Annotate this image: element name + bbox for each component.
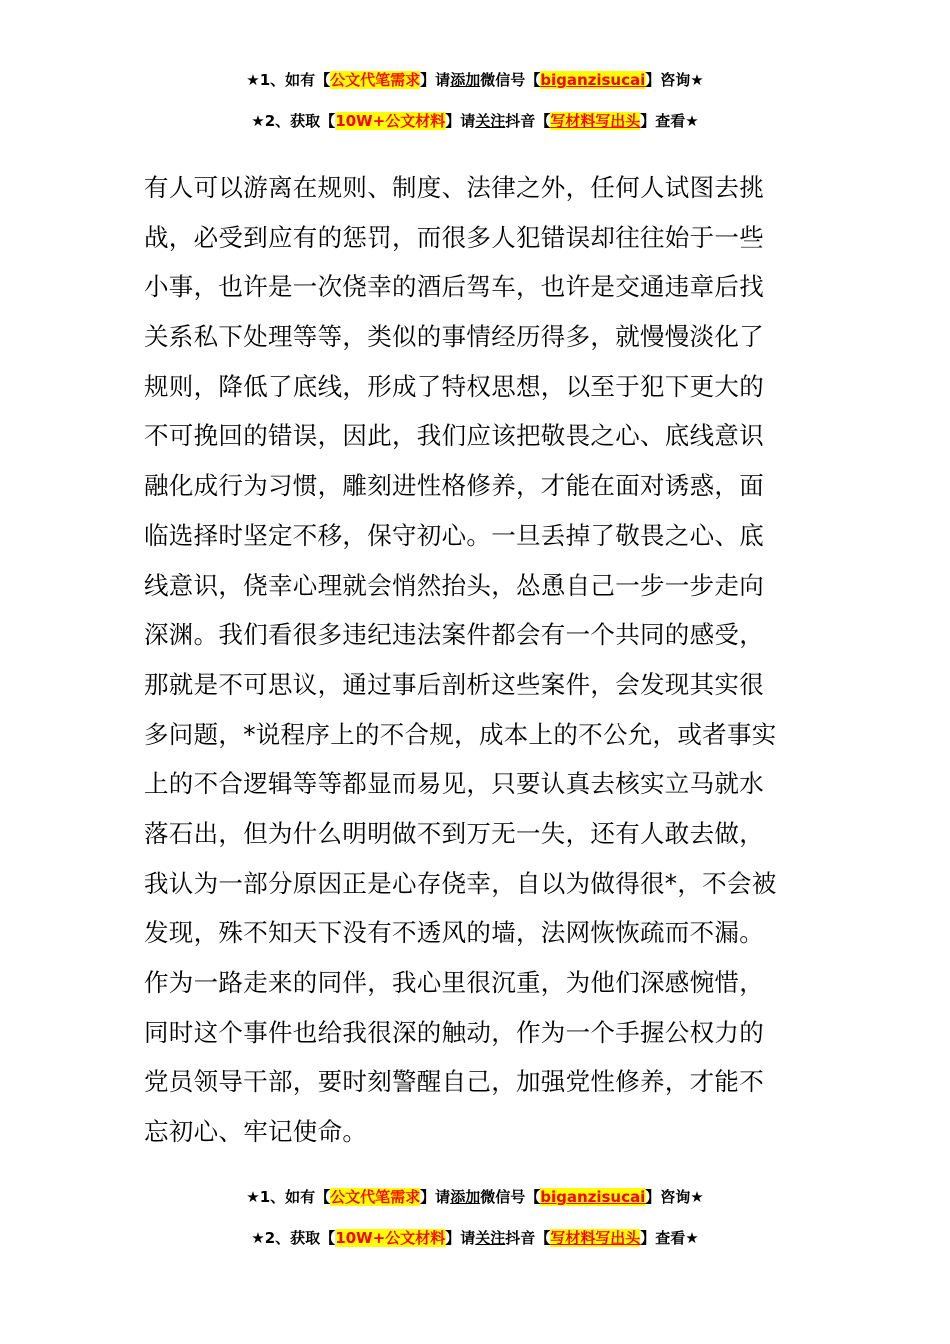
body-line: 有人可以游离在规则、制度、法律之外，任何人试图去挑 — [144, 173, 764, 202]
body-line: 战，必受到应有的惩罚，而很多人犯错误却往往始于一些 — [144, 222, 764, 252]
body-line: 落石出，但为什么明明做不到万无一失，还有人敢去做， — [144, 818, 764, 848]
body-line: 不可挽回的错误，因此，我们应该把敬畏之心、底线意识 — [144, 421, 764, 451]
body-line: 小事，也许是一次侥幸的酒后驾车，也许是交通违章后找 — [144, 272, 764, 302]
footer-line2-mid1: 】请 — [445, 1229, 476, 1247]
footer-line1-prefix: ★1、如有【 — [246, 1188, 331, 1206]
header-line2-highlight-douyin: 写材料写出头 — [550, 112, 641, 130]
header-line1-prefix: ★1、如有【 — [246, 71, 331, 89]
header-line2-mid2: 抖音【 — [505, 112, 551, 130]
body-line: 党员领导干部，要时刻警醒自己，加强党性修养，才能不 — [144, 1067, 764, 1097]
body-paragraph — [144, 163, 809, 1157]
body-line: 发现，殊不知天下没有不透风的墙，法网恢恢疏而不漏。 — [144, 918, 764, 948]
body-line: 多问题，*说程序上的不合规，成本上的不公允，或者事实 — [144, 719, 777, 749]
footer-line2-emphasis: 关注 — [475, 1229, 506, 1247]
body-line: 作为一路走来的同伴，我心里很沉重，为他们深感惋惜， — [144, 968, 764, 997]
header-line1-emphasis: 添加 — [450, 71, 481, 89]
footer-line1-highlight-service: 公文代笔需求 — [330, 1188, 421, 1206]
header-line1-highlight-service: 公文代笔需求 — [330, 71, 421, 89]
body-line: 临选择时坚定不移，保守初心。一旦丢掉了敬畏之心、底 — [144, 520, 764, 550]
body-line: 关系私下处理等等，类似的事情经历得多，就慢慢淡化了 — [144, 322, 764, 352]
footer-ad-line-1 — [0, 1186, 950, 1208]
footer-line2-prefix: ★2、获取【 — [251, 1229, 336, 1247]
body-line: 线意识，侥幸心理就会悄然抬头，怂恿自己一步一步走向 — [144, 570, 764, 600]
header-line2-emphasis: 关注 — [475, 112, 506, 130]
footer-line1-mid1: 】请 — [420, 1188, 451, 1206]
header-line1-highlight-wechat-id: biganzisucai — [540, 71, 646, 89]
footer-line2-mid2: 抖音【 — [505, 1229, 551, 1247]
header-line2-highlight-materials: 10W+公文材料 — [335, 112, 446, 130]
header-line1-mid1: 】请 — [420, 71, 451, 89]
footer-ad-line-2 — [0, 1227, 950, 1249]
body-line: 同时这个事件也给我很深的触动，作为一个手握公权力的 — [144, 1017, 764, 1047]
body-line: 忘初心、牢记使命。 — [144, 1117, 368, 1147]
body-line: 那就是不可思议，通过事后剖析这些案件，会发现其实很 — [144, 669, 764, 699]
body-line: 深渊。我们看很多违纪违法案件都会有一个共同的感受， — [144, 620, 764, 650]
header-ad-line-2 — [0, 110, 950, 132]
header-line1-suffix: 】咨询★ — [645, 71, 704, 89]
header-line2-prefix: ★2、获取【 — [251, 112, 336, 130]
header-line2-mid1: 】请 — [445, 112, 476, 130]
footer-line1-mid2: 微信号【 — [480, 1188, 541, 1206]
header-line1-mid2: 微信号【 — [480, 71, 541, 89]
footer-line1-suffix: 】咨询★ — [645, 1188, 704, 1206]
header-ad-line-1 — [0, 69, 950, 91]
footer-line2-highlight-materials: 10W+公文材料 — [335, 1229, 446, 1247]
body-line: 我认为一部分原因正是心存侥幸，自以为做得很*，不会被 — [144, 868, 777, 898]
header-line2-suffix: 】查看★ — [640, 112, 699, 130]
body-line: 上的不合逻辑等等都显而易见，只要认真去核实立马就水 — [144, 769, 764, 799]
footer-line2-highlight-douyin: 写材料写出头 — [550, 1229, 641, 1247]
footer-line1-emphasis: 添加 — [450, 1188, 481, 1206]
footer-line1-highlight-wechat-id: biganzisucai — [540, 1188, 646, 1206]
body-line: 融化成行为习惯，雕刻进性格修养，才能在面对诱惑，面 — [144, 471, 764, 501]
body-line: 规则，降低了底线，形成了特权思想，以至于犯下更大的 — [144, 371, 764, 401]
footer-line2-suffix: 】查看★ — [640, 1229, 699, 1247]
